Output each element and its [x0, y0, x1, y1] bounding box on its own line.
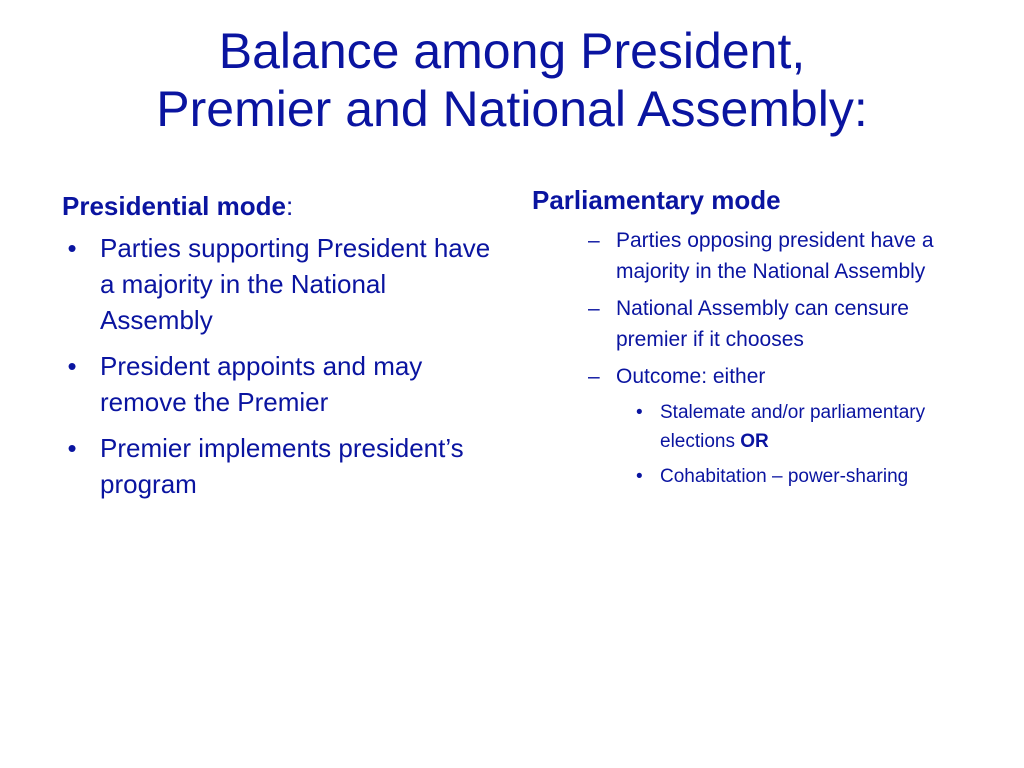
presidential-item-text: Parties supporting President have a majority in the National Assembly [100, 233, 491, 335]
dash-icon: – [588, 365, 600, 388]
presidential-mode-heading-colon: : [285, 191, 294, 221]
presidential-item-1 [62, 230, 502, 338]
parliamentary-item-1 [580, 225, 972, 287]
parliamentary-mode-column [532, 183, 972, 497]
dash-icon: – [588, 297, 600, 320]
bullet-icon: • [67, 351, 77, 381]
presidential-item-text: President appoints and may remove the Premier [100, 351, 423, 417]
parliamentary-mode-heading: Parliamentary mode [532, 185, 781, 215]
bullet-icon: • [636, 466, 643, 487]
bullet-icon: • [67, 233, 77, 263]
parliamentary-item-2 [580, 293, 972, 355]
outcome-or-label: OR [740, 431, 769, 452]
title-line-2: Premier and National Assembly: [156, 81, 868, 137]
outcome-item-2 [636, 462, 972, 491]
presidential-mode-heading [62, 188, 502, 224]
dash-icon: – [588, 229, 600, 252]
presidential-mode-list [62, 230, 502, 502]
parliamentary-mode-list [532, 225, 972, 491]
presidential-item-3 [62, 430, 502, 502]
outcome-item-text: Cohabitation – power-sharing [660, 466, 909, 487]
bullet-icon: • [67, 433, 77, 463]
parliamentary-item-text: Outcome: either [616, 365, 766, 388]
presidential-mode-heading-text: Presidential mode [62, 191, 286, 221]
parliamentary-item-text: National Assembly can censure premier if it chooses [616, 297, 909, 351]
slide-title [0, 22, 1024, 138]
title-line-1: Balance among President, [218, 23, 806, 79]
presidential-mode-column [62, 188, 502, 512]
outcome-item-text: Stalemate and/or parliamentary elections [660, 402, 926, 452]
outcome-sub-list [616, 398, 972, 491]
outcome-item-1 [636, 398, 972, 456]
presidential-item-text: Premier implements president’s program [100, 433, 464, 499]
parliamentary-item-text: Parties opposing president have a majority in the National Assembly [616, 229, 934, 283]
bullet-icon: • [636, 402, 643, 423]
parliamentary-item-3 [580, 361, 972, 491]
presidential-item-2 [62, 348, 502, 420]
